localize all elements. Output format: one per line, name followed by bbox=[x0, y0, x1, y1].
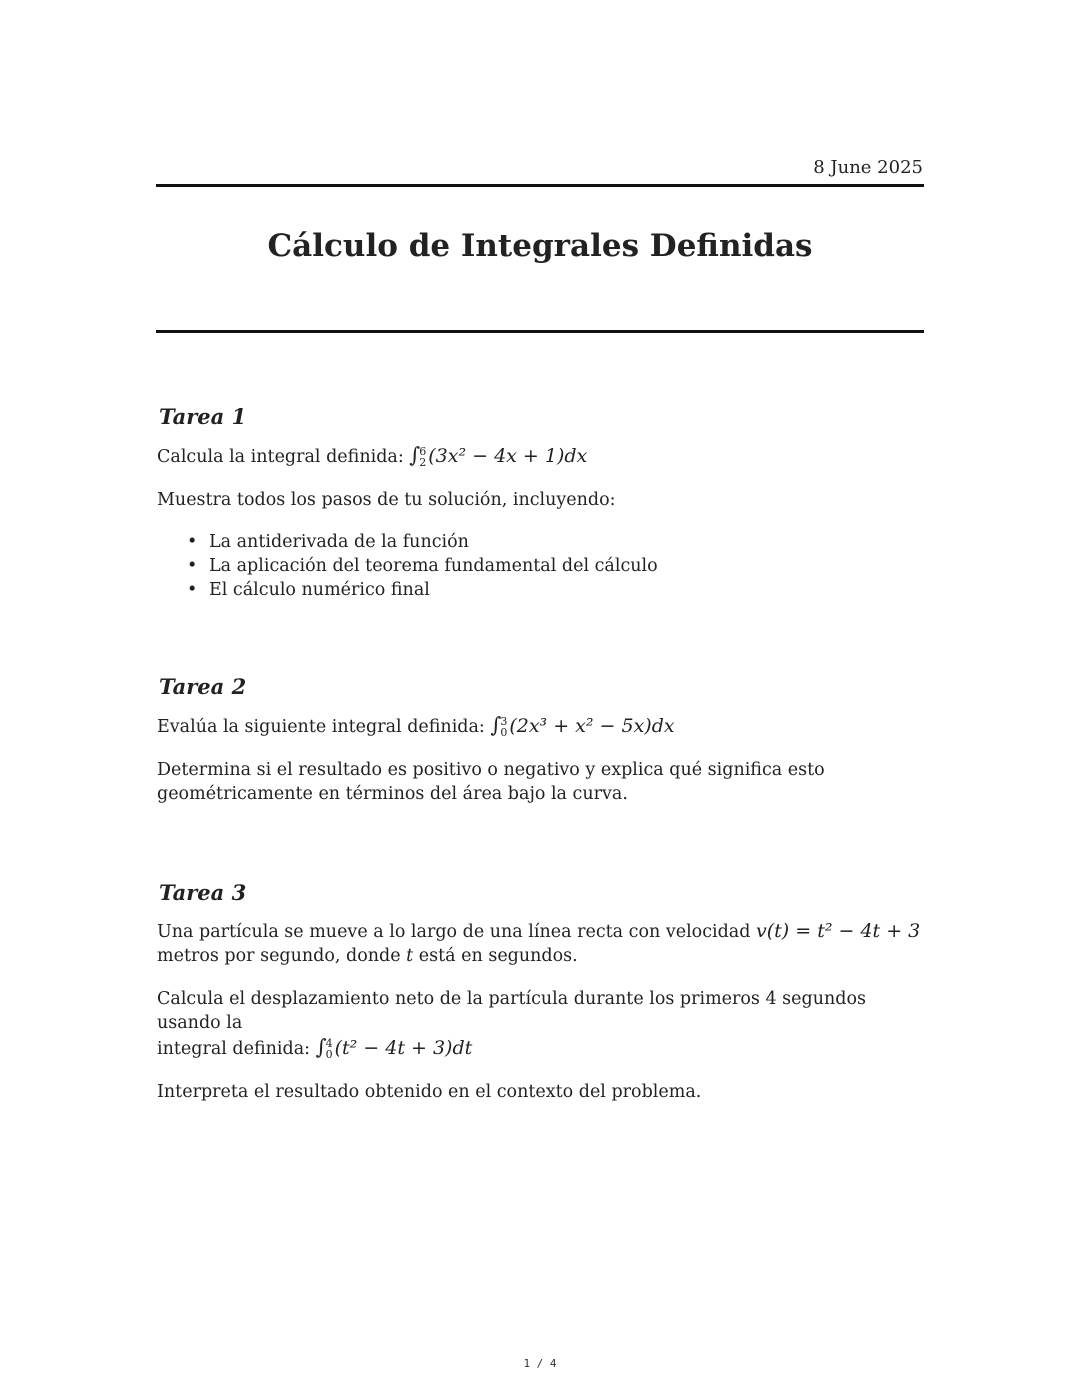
task-1 bbox=[157, 404, 927, 602]
paragraph-text: Una partícula se mueve a lo largo de una línea recta con velocidad bbox=[157, 922, 756, 942]
integral-sign: ∫ bbox=[409, 443, 421, 467]
task-prompt bbox=[157, 713, 927, 739]
list-item-text: La antiderivada de la función bbox=[209, 532, 469, 552]
task-paragraph bbox=[157, 987, 927, 1061]
header-top-rule bbox=[156, 184, 924, 187]
task-3 bbox=[157, 880, 927, 1104]
lower-limit: 0 bbox=[500, 726, 508, 739]
task-paragraph bbox=[157, 758, 927, 806]
integral-expression bbox=[316, 1037, 473, 1059]
list-item bbox=[187, 554, 927, 578]
document-date: 8 June 2025 bbox=[813, 157, 923, 178]
list-item-text: El cálculo numérico final bbox=[209, 580, 430, 600]
page-title: Cálculo de Integrales Definidas bbox=[267, 228, 813, 264]
integral-sign: ∫ bbox=[490, 713, 502, 737]
paragraph-text: está en segundos. bbox=[413, 946, 578, 966]
lower-limit: 2 bbox=[419, 456, 427, 469]
task-2 bbox=[157, 674, 927, 806]
integral-limits bbox=[326, 1038, 333, 1060]
task-prompt-text: Calcula la integral definida: bbox=[157, 447, 410, 467]
integrand: (3x² − 4x + 1)dx bbox=[428, 445, 588, 467]
paragraph-line: geométricamente en términos del área bajo la curva. bbox=[157, 784, 628, 804]
list-item bbox=[187, 578, 927, 602]
paragraph-text: metros por segundo, donde bbox=[157, 946, 407, 966]
upper-limit: 4 bbox=[325, 1037, 333, 1050]
integrand: (t² − 4t + 3)dt bbox=[334, 1037, 473, 1059]
paragraph-text: Calcula el desplazamiento neto de la partícula durante los primeros 4 segundos usando la bbox=[157, 989, 866, 1033]
integrand: (2x³ + x² − 5x)dx bbox=[509, 715, 675, 737]
integral-limits bbox=[500, 716, 507, 738]
task-heading: Tarea 2 bbox=[159, 674, 247, 699]
page-number: 1 / 4 bbox=[523, 1357, 557, 1370]
variable-t: t bbox=[406, 946, 414, 966]
integral-expression bbox=[409, 445, 587, 467]
task-prompt bbox=[157, 443, 927, 469]
upper-limit: 6 bbox=[419, 445, 427, 458]
integral-limits bbox=[419, 446, 426, 468]
task-closing: Interpreta el resultado obtenido en el contexto del problema. bbox=[157, 1082, 702, 1102]
velocity-expression: v(t) = t² − 4t + 3 bbox=[756, 920, 921, 942]
upper-limit: 3 bbox=[500, 715, 508, 728]
bullet-icon: • bbox=[187, 580, 198, 600]
header-bottom-rule bbox=[156, 330, 924, 333]
integral-expression bbox=[490, 715, 674, 737]
list-item-text: La aplicación del teorema fundamental del cálculo bbox=[209, 556, 658, 576]
task-heading: Tarea 3 bbox=[159, 880, 247, 905]
bullet-icon: • bbox=[187, 556, 198, 576]
paragraph-text: integral definida: bbox=[157, 1039, 316, 1059]
task-heading: Tarea 1 bbox=[159, 404, 247, 429]
list-item bbox=[187, 530, 927, 554]
integral-sign: ∫ bbox=[315, 1035, 327, 1059]
paragraph-line: Determina si el resultado es positivo o negativo y explica qué significa esto bbox=[157, 760, 825, 780]
bullet-icon: • bbox=[187, 532, 198, 552]
steps-list bbox=[157, 530, 927, 602]
lower-limit: 0 bbox=[325, 1048, 333, 1061]
steps-intro: Muestra todos los pasos de tu solución, incluyendo: bbox=[157, 490, 616, 510]
task-paragraph bbox=[157, 919, 927, 968]
task-prompt-text: Evalúa la siguiente integral definida: bbox=[157, 717, 491, 737]
